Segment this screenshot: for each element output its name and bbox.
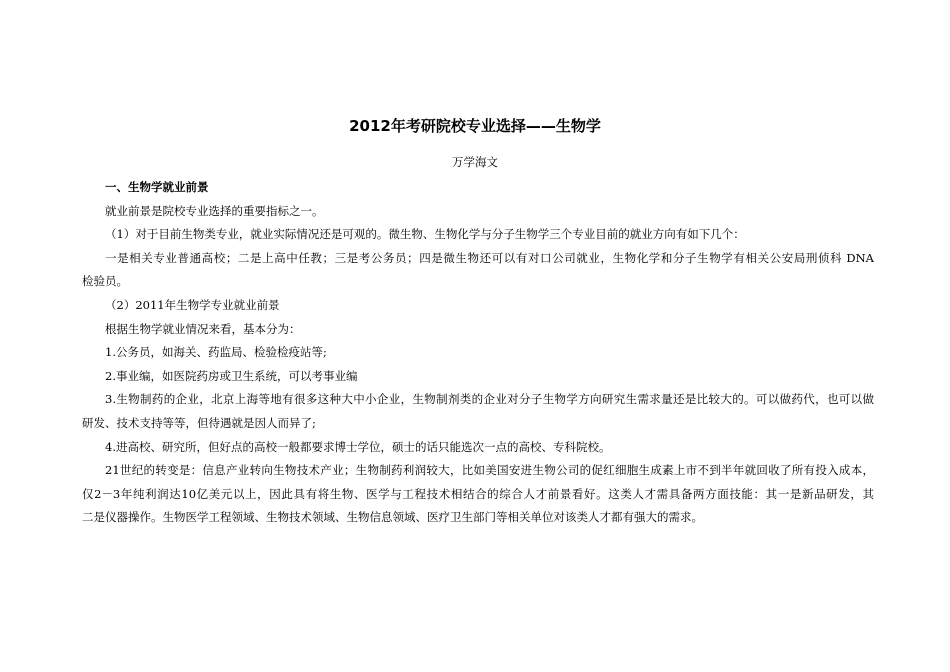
list-item-continuation: 研发、技术支持等等，但待遇就是因人而异了; xyxy=(82,415,316,430)
paragraph-line: （2）2011年生物学专业就业前景 xyxy=(105,297,280,312)
paragraph-line: 仅2－3年纯利润达10亿美元以上，因此具有将生物、医学与工程技术相结合的综合人才前景看好。这类人才需具备两方面技能：其一是新品研发，其 xyxy=(82,486,874,501)
list-item: 1.公务员，如海关、药监局、检验检疫站等; xyxy=(105,345,327,360)
section-heading: 一、生物学就业前景 xyxy=(105,180,209,194)
paragraph-line: 一是相关专业普通高校；二是上高中任教；三是考公务员；四是微生物还可以有对口公司就业，生物化学和分子生物学有相关公安局刑侦科 DNA xyxy=(105,250,874,265)
paragraph-line: 21世纪的转变是：信息产业转向生物技术产业；生物制药利润较大，比如美国安进生物公司的促红细胞生成素上市不到半年就回收了所有投入成本， xyxy=(105,463,874,478)
list-item: 2.事业编，如医院药房或卫生系统，可以考事业编 xyxy=(105,368,358,383)
document-body xyxy=(82,176,874,530)
document-title: 2012年考研院校专业选择——生物学 xyxy=(349,117,601,135)
paragraph-line: 二是仪器操作。生物医学工程领域、生物技术领域、生物信息领域、医疗卫生部门等相关单位对该类人才都有强大的需求。 xyxy=(82,510,703,525)
list-item: 4.进高校、研究所，但好点的高校一般都要求博士学位，硕士的话只能选次一点的高校、专科院校。 xyxy=(105,439,611,454)
paragraph-line: 就业前景是院校专业选择的重要指标之一。 xyxy=(105,203,324,218)
paragraph-line: 检验员。 xyxy=(82,274,128,289)
paragraph-line: 根据生物学就业情况来看，基本分为： xyxy=(105,321,301,336)
list-item: 3.生物制药的企业，北京上海等地有很多这种大中小企业，生物制剂类的企业对分子生物学方向研究生需求量还是比较大的。可以做药代，也可以做 xyxy=(105,392,874,407)
paragraph-line: （1）对于目前生物类专业，就业实际情况还是可观的。微生物、生物化学与分子生物学三个专业目前的就业方向有如下几个： xyxy=(105,227,745,242)
document-author: 万学海文 xyxy=(452,155,498,169)
